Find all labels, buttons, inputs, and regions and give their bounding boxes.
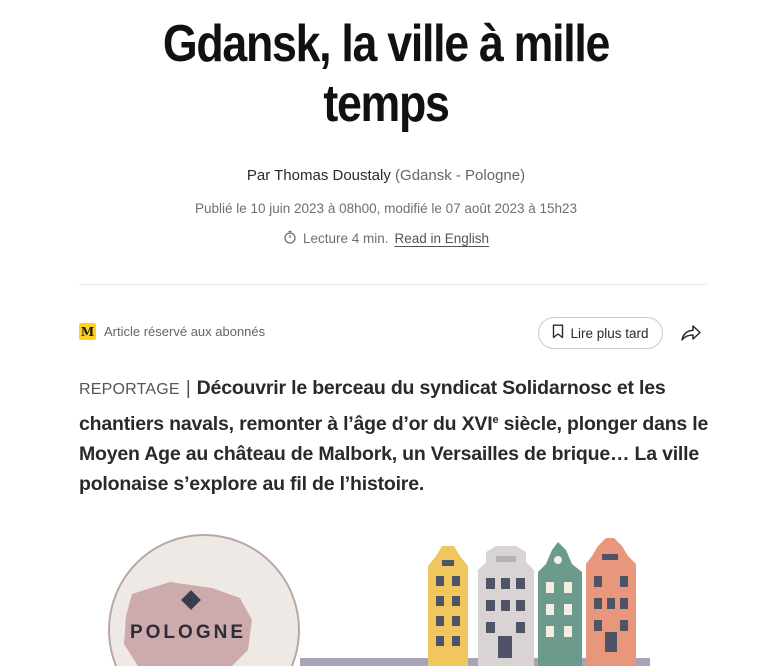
reading-time: Lecture 4 min.: [302, 231, 389, 246]
article-lead: [79, 373, 709, 499]
read-in-english-link[interactable]: Read in English: [394, 231, 490, 246]
read-later-button[interactable]: [538, 317, 663, 349]
author-location: (Gdansk - Pologne): [395, 167, 526, 184]
byline-prefix: Par: [246, 167, 271, 184]
subscriber-notice: [79, 323, 265, 340]
share-arrow-icon[interactable]: [679, 321, 703, 345]
poland-map: [109, 535, 299, 666]
byline: [0, 167, 772, 184]
article-illustration: [0, 520, 772, 666]
header-divider: [79, 284, 707, 285]
gdansk-houses: [300, 538, 650, 666]
stopwatch-icon: [283, 230, 297, 247]
article-title: Gdansk, la ville à mille temps: [162, 15, 610, 133]
house-grey: [478, 546, 534, 666]
house-yellow: [428, 546, 468, 666]
house-salmon: [586, 538, 636, 666]
article-kicker: REPORTAGE: [79, 381, 180, 398]
le-monde-logo-icon: M: [80, 324, 95, 339]
map-label: POLOGNE: [129, 622, 247, 643]
house-green: [538, 542, 582, 666]
read-later-label: Lire plus tard: [570, 325, 649, 341]
lead-text-part2: siècle, plonger dans le Moyen Age au château de Malbork, un Versailles de brique… La ville polonaise s’explore au fil de l’histoire.: [79, 413, 709, 495]
reading-info: [0, 230, 772, 247]
subscriber-label: Article réservé aux abonnés: [104, 324, 266, 339]
bookmark-icon: [552, 324, 564, 342]
lead-superscript: e: [492, 414, 499, 426]
author-name[interactable]: Thomas Doustaly: [274, 167, 391, 184]
publication-date: Publié le 10 juin 2023 à 08h00, modifié le 07 août 2023 à 15h23: [194, 201, 578, 216]
lead-text-part1: Découvrir le berceau du syndicat Solidarnosc et les chantiers navals, remonter à l’âge d’or du XVI: [79, 377, 666, 435]
kicker-separator: |: [185, 377, 191, 399]
